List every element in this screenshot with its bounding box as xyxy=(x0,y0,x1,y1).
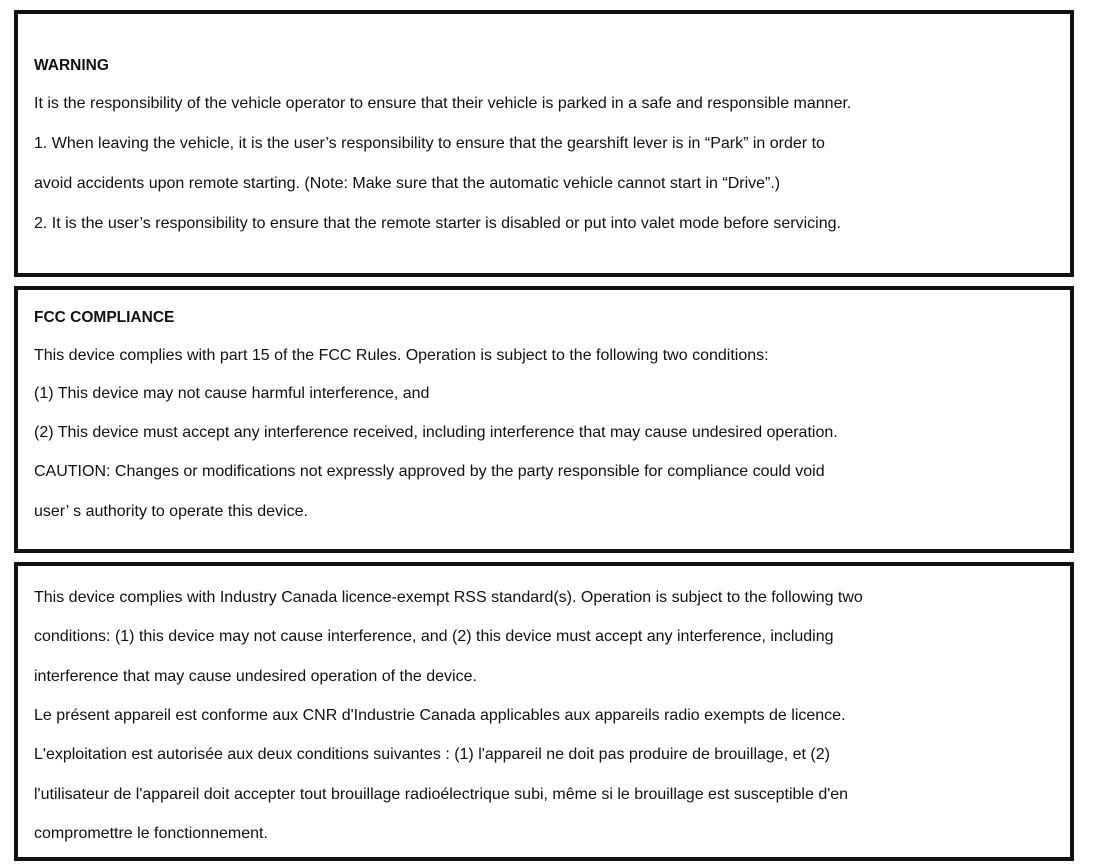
warning-line: 2. It is the user’s responsibility to ensure that the remote starter is disabled or put into valet mode before servicing. xyxy=(34,215,841,232)
fcc-line: CAUTION: Changes or modifications not expressly approved by the party responsible for compliance could void xyxy=(34,463,825,480)
fcc-line: This device complies with part 15 of the FCC Rules. Operation is subject to the following two conditions: xyxy=(34,347,769,364)
ic-line: conditions: (1) this device may not cause interference, and (2) this device must accept any interference, including xyxy=(34,628,834,645)
warning-heading: WARNING xyxy=(34,57,109,74)
warning-line: avoid accidents upon remote starting. (Note: Make sure that the automatic vehicle cannot start in “Drive”.) xyxy=(34,175,781,192)
industry-canada-box xyxy=(14,562,1074,861)
ic-line: Le présent appareil est conforme aux CNR d'Industrie Canada applicables aux appareils radio exempts de licence. xyxy=(34,707,846,724)
fcc-line: (1) This device may not cause harmful interference, and xyxy=(34,385,430,402)
ic-line: L'exploitation est autorisée aux deux conditions suivantes : (1) l'appareil ne doit pas produire de brouillage, et (2) xyxy=(34,746,830,763)
fcc-line: user’ s authority to operate this device. xyxy=(34,503,308,520)
fcc-heading: FCC COMPLIANCE xyxy=(34,309,175,326)
warning-notice-box xyxy=(14,10,1074,277)
warning-line: It is the responsibility of the vehicle operator to ensure that their vehicle is parked in a safe and responsible manner. xyxy=(34,95,852,112)
ic-line: l'utilisateur de l'appareil doit accepter tout brouillage radioélectrique subi, même si le brouillage est susceptible d'en xyxy=(34,786,849,803)
warning-line: 1. When leaving the vehicle, it is the user’s responsibility to ensure that the gearshift lever is in “Park” in order to xyxy=(34,135,825,152)
fcc-line: (2) This device must accept any interference received, including interference that may cause undesired operation. xyxy=(34,424,838,441)
ic-line: interference that may cause undesired operation of the device. xyxy=(34,668,477,685)
ic-line: This device complies with Industry Canada licence-exempt RSS standard(s). Operation is subject to the following two xyxy=(34,589,863,606)
fcc-compliance-box xyxy=(14,286,1074,553)
ic-line: compromettre le fonctionnement. xyxy=(34,825,268,842)
